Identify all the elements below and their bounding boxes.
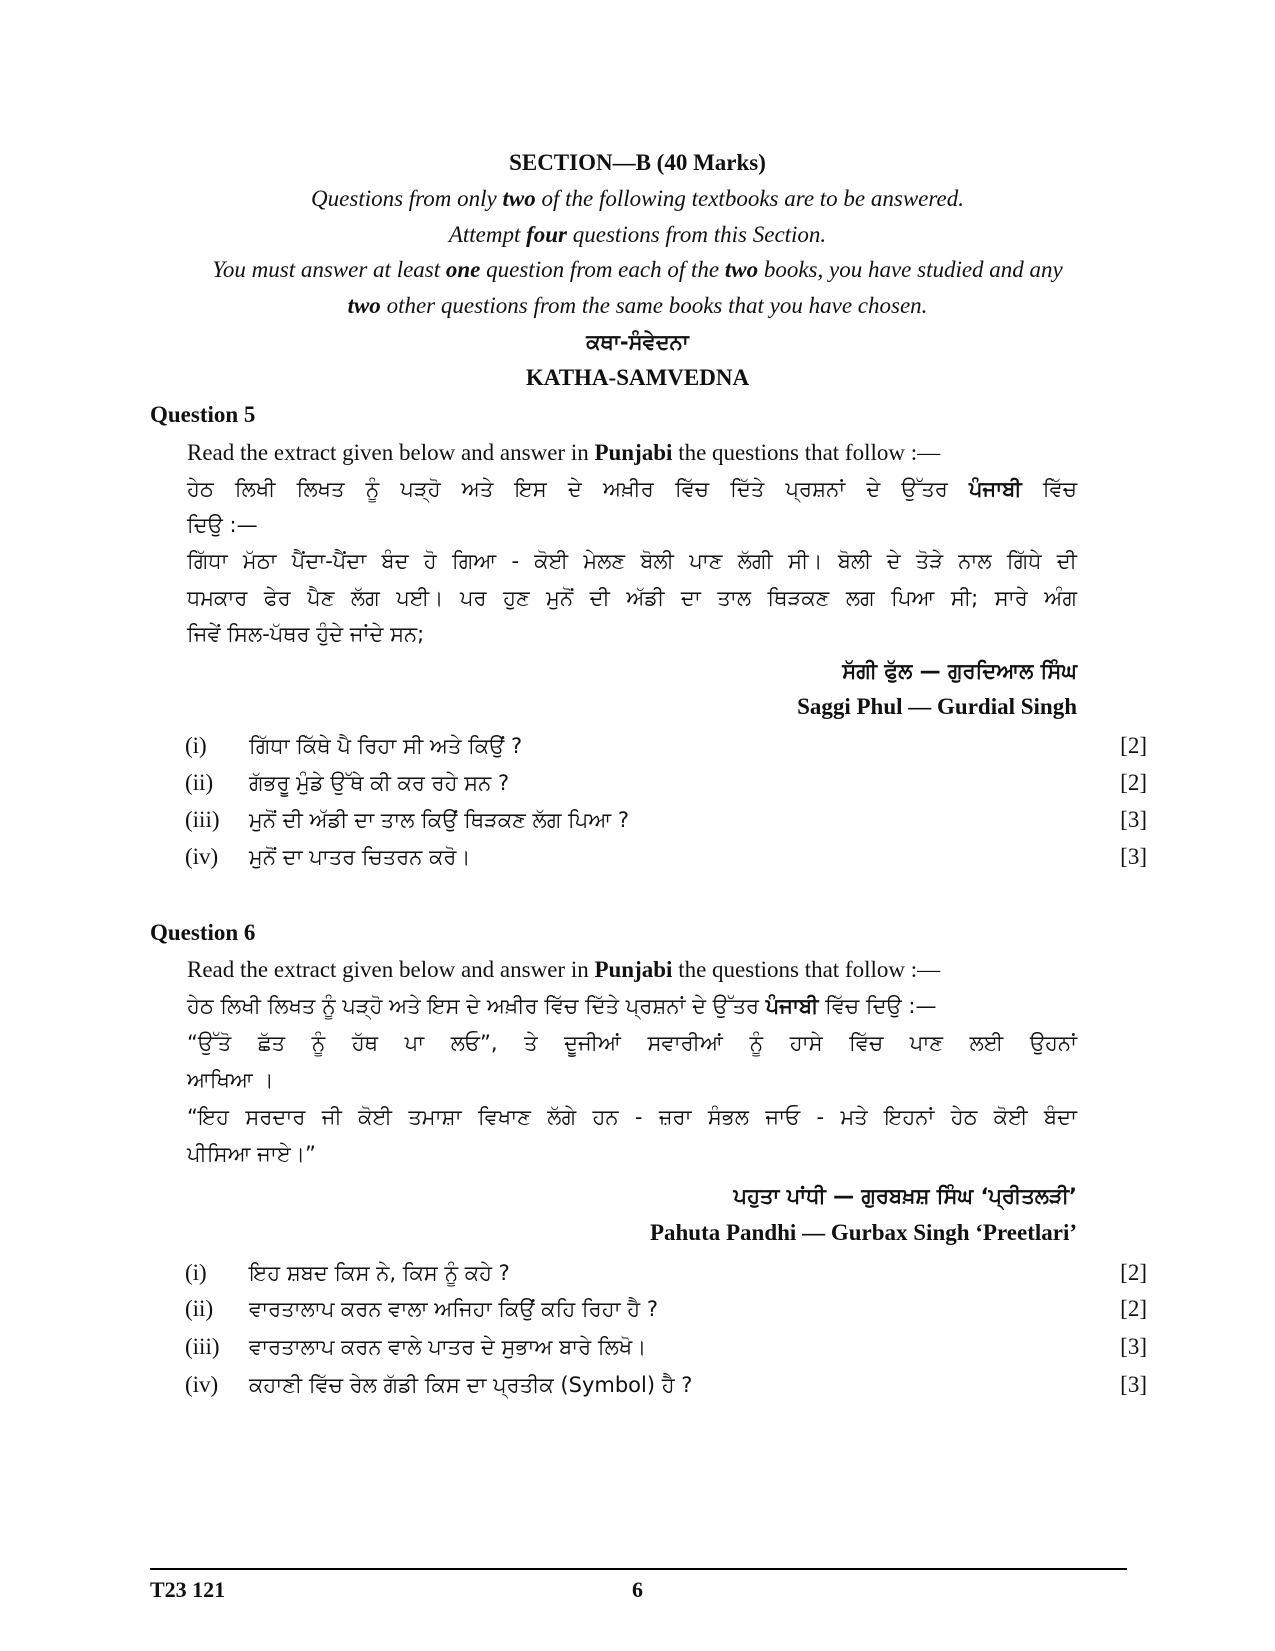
q6-subquestion-3 [185,1331,1147,1363]
q6-sub-2-number: (ii) [185,1296,214,1321]
q5-source-punjabi: ਸੱਗੀ ਫੁੱਲ — ਗੁਰਦਿਆਲ ਸਿੰਘ [842,659,1077,683]
q5-punjabi-instruction-line-2: ਦਿਉ :— [187,513,258,537]
q6-extract-line-3: “ਇਹ ਸਰਦਾਰ ਜੀ ਕੋਈ ਤਮਾਸ਼ਾ ਵਿਖਾਣ ਲੱਗੇ ਹਨ - ਜ਼ਰਾ ਸੰਭਲ ਜਾਓ - ਮਤੇ ਇਹਨਾਂ ਹੇਠ ਕੋਈ ਬੰਦਾ [187,1105,1077,1129]
q6-read-pre: Read the extract given below and answer in [187,957,595,982]
q5-sub-4-marks: [3] [1120,844,1147,869]
q6-sub-4-text: ਕਹਾਣੀ ਵਿੱਚ ਰੇਲ ਗੱਡੀ ਕਿਸ ਦਾ ਪ੍ਰਤੀਕ (Symbol) ਹੈ ? [249,1373,693,1397]
q5-subquestion-4 [185,841,1147,873]
q6-read-post: the questions that follow :— [672,957,941,982]
q6-subquestion-4 [185,1369,1147,1401]
q5-read-bold: Punjabi [594,440,673,465]
q5-sub-3-text: ਮੁਨੋਂ ਦੀ ਅੱਡੀ ਦਾ ਤਾਲ ਕਿਉਂ ਥਿੜਕਣ ਲੱਗ ਪਿਆ ? [249,808,629,832]
q6-source-english: Pahuta Pandhi — Gurbax Singh ‘Preetlari’ [649,1220,1077,1245]
q6-sub-1-marks: [2] [1120,1260,1147,1285]
q5-sub-2-text: ਗੱਭਰੂ ਮੁੰਡੇ ਉੱਥੇ ਕੀ ਕਰ ਰਹੇ ਸਨ ? [249,771,510,795]
q6-sub-3-marks: [3] [1120,1334,1147,1359]
page-number: 6 [632,1577,643,1602]
q5-read-pre: Read the extract given below and answer in [187,440,595,465]
q6-gur-instr-pre: ਹੇਠ ਲਿਖੀ ਲਿਖਤ ਨੂੰ ਪੜ੍ਹੋ ਅਤੇ ਇਸ ਦੇ ਅਖ਼ੀਰ ਵਿੱਚ ਦਿੱਤੇ ਪ੍ਰਸ਼ਨਾਂ ਦੇ ਉੱਤਰ [187,994,766,1018]
q5-gur-instr-bold: ਪੰਜਾਬੀ [969,477,1022,501]
q5-sub-2-marks: [2] [1120,770,1147,795]
q5-sub-2-number: (ii) [185,770,214,795]
book-title-punjabi: ਕਥਾ-ਸੰਵੇਦਨਾ [586,330,689,354]
instr3-pre: You must answer at least [212,257,446,282]
q6-sub-2-text: ਵਾਰਤਾਲਾਪ ਕਰਨ ਵਾਲਾ ਅਜਿਹਾ ਕਿਉਂ ਕਹਿ ਰਿਹਾ ਹੈ ? [249,1297,658,1321]
q5-sub-3-number: (iii) [185,807,220,832]
q5-subquestion-2 [185,767,1147,799]
q5-subquestion-1 [185,730,1147,762]
footer-divider [150,1568,1127,1570]
q5-sub-4-number: (iv) [185,844,219,869]
instr3-bold-2: two [724,257,759,282]
q5-sub-3-marks: [3] [1120,807,1147,832]
q6-read-bold: Punjabi [594,957,673,982]
question-6-heading: Question 6 [150,920,256,945]
q5-gur-instr-pre: ਹੇਠ ਲਿਖੀ ਲਿਖਤ ਨੂੰ ਪੜ੍ਹੋ ਅਤੇ ਇਸ ਦੇ ਅਖ਼ੀਰ ਵਿੱਚ ਦਿੱਤੇ ਪ੍ਰਸ਼ਨਾਂ ਦੇ ਉੱਤਰ [187,477,970,501]
instr1-bold: two [502,186,536,211]
q5-punjabi-instruction-line-1 [187,474,1077,504]
q5-sub-1-number: (i) [185,733,207,758]
instr2-pre: Attempt [448,222,527,247]
q6-gur-instr-bold: ਪੰਜਾਬੀ [765,994,819,1018]
instr2-post: questions from this Section. [567,222,827,247]
q5-read-post: the questions that follow :— [672,440,941,465]
q6-sub-3-text: ਵਾਰਤਾਲਾਪ ਕਰਨ ਵਾਲੇ ਪਾਤਰ ਦੇ ਸੁਭਾਅ ਬਾਰੇ ਲਿਖੋ। [249,1335,647,1359]
q6-sub-4-number: (iv) [185,1372,219,1397]
q6-read-instruction [187,955,1077,985]
q5-sub-1-text: ਗਿੱਧਾ ਕਿੱਥੇ ਪੈ ਰਿਹਾ ਸੀ ਅਤੇ ਕਿਉਂ ? [249,734,523,758]
paper-code: T23 121 [150,1577,226,1602]
q5-read-instruction [187,438,1077,468]
q5-sub-4-text: ਮੁਨੋਂ ਦਾ ਪਾਤਰ ਚਿਤਰਨ ਕਰੋ। [249,845,471,869]
q5-extract-line-1: ਗਿੱਧਾ ਮੱਠਾ ਪੈਂਦਾ-ਪੈਂਦਾ ਬੰਦ ਹੋ ਗਿਆ - ਕੋਈ ਮੇਲਣ ਬੋਲੀ ਪਾਣ ਲੱਗੀ ਸੀ। ਬੋਲੀ ਦੇ ਤੋੜੇ ਨਾਲ ਗਿੱਧੇ ਦੀ [187,549,1077,573]
instruction-line-1 [0,184,1275,214]
q6-sub-1-number: (i) [185,1260,207,1285]
q5-extract-line-3: ਜਿਵੇਂ ਸਿਲ-ਪੱਥਰ ਹੁੰਦੇ ਜਾਂਦੇ ਸਨ; [187,622,425,646]
section-title: SECTION—B (40 Marks) [509,150,766,175]
instr3-post: books, you have studied and any [758,257,1063,282]
instr4-post: other questions from the same books that you have chosen. [380,293,928,318]
instr4-bold: two [347,293,381,318]
q6-sub-1-text: ਇਹ ਸ਼ਬਦ ਕਿਸ ਨੇ, ਕਿਸ ਨੂੰ ਕਹੇ ? [249,1261,510,1285]
q5-extract-line-2: ਧਮਕਾਰ ਫੇਰ ਪੈਣ ਲੱਗ ਪਈ। ਪਰ ਹੁਣ ਮੁਨੋਂ ਦੀ ਅੱਡੀ ਦਾ ਤਾਲ ਥਿੜਕਣ ਲਗ ਪਿਆ ਸੀ; ਸਾਰੇ ਅੰਗ [187,586,1077,610]
q6-sub-2-marks: [2] [1120,1296,1147,1321]
q6-gur-instr-post: ਵਿੱਚ ਦਿਉ :— [818,994,937,1018]
instruction-line-3 [0,255,1275,285]
q6-sub-4-marks: [3] [1120,1372,1147,1397]
q6-sub-3-number: (iii) [185,1334,220,1359]
instr1-pre: Questions from only [311,186,503,211]
q6-punjabi-instruction [187,991,1077,1021]
question-5-heading: Question 5 [150,402,256,427]
q6-extract-line-1: “ਉੱਤੋ ਛੱਤ ਨੂੰ ਹੱਥ ਪਾ ਲਓ”, ਤੇ ਦੂਜੀਆਂ ਸਵਾਰੀਆਂ ਨੂੰ ਹਾਸੇ ਵਿੱਚ ਪਾਣ ਲਈ ਉਹਨਾਂ [187,1031,1077,1055]
instr1-post: of the following textbooks are to be answered. [535,186,964,211]
q5-subquestion-3 [185,804,1147,836]
q6-extract-line-4: ਪੀਸਿਆ ਜਾਏ।” [187,1142,316,1166]
instr3-mid: question from each of the [480,257,725,282]
q6-subquestion-2 [185,1293,1147,1325]
book-title-english: KATHA-SAMVEDNA [525,365,750,390]
q6-subquestion-1 [185,1257,1147,1289]
q5-gur-instr-post: ਵਿੱਚ [1021,477,1077,501]
q5-source-english: Saggi Phul — Gurdial Singh [797,694,1077,719]
instr2-bold: four [526,222,568,247]
instruction-line-2 [0,220,1275,250]
q6-extract-line-2: ਆਖਿਆ । [187,1068,274,1092]
instr3-bold-1: one [445,257,481,282]
q6-source-punjabi: ਪਹੁਤਾ ਪਾਂਧੀ — ਗੁਰਬਖ਼ਸ਼ ਸਿੰਘ ‘ਪ੍ਰੀਤਲੜੀ’ [733,1184,1077,1208]
instruction-line-4 [0,291,1275,321]
q5-sub-1-marks: [2] [1120,733,1147,758]
